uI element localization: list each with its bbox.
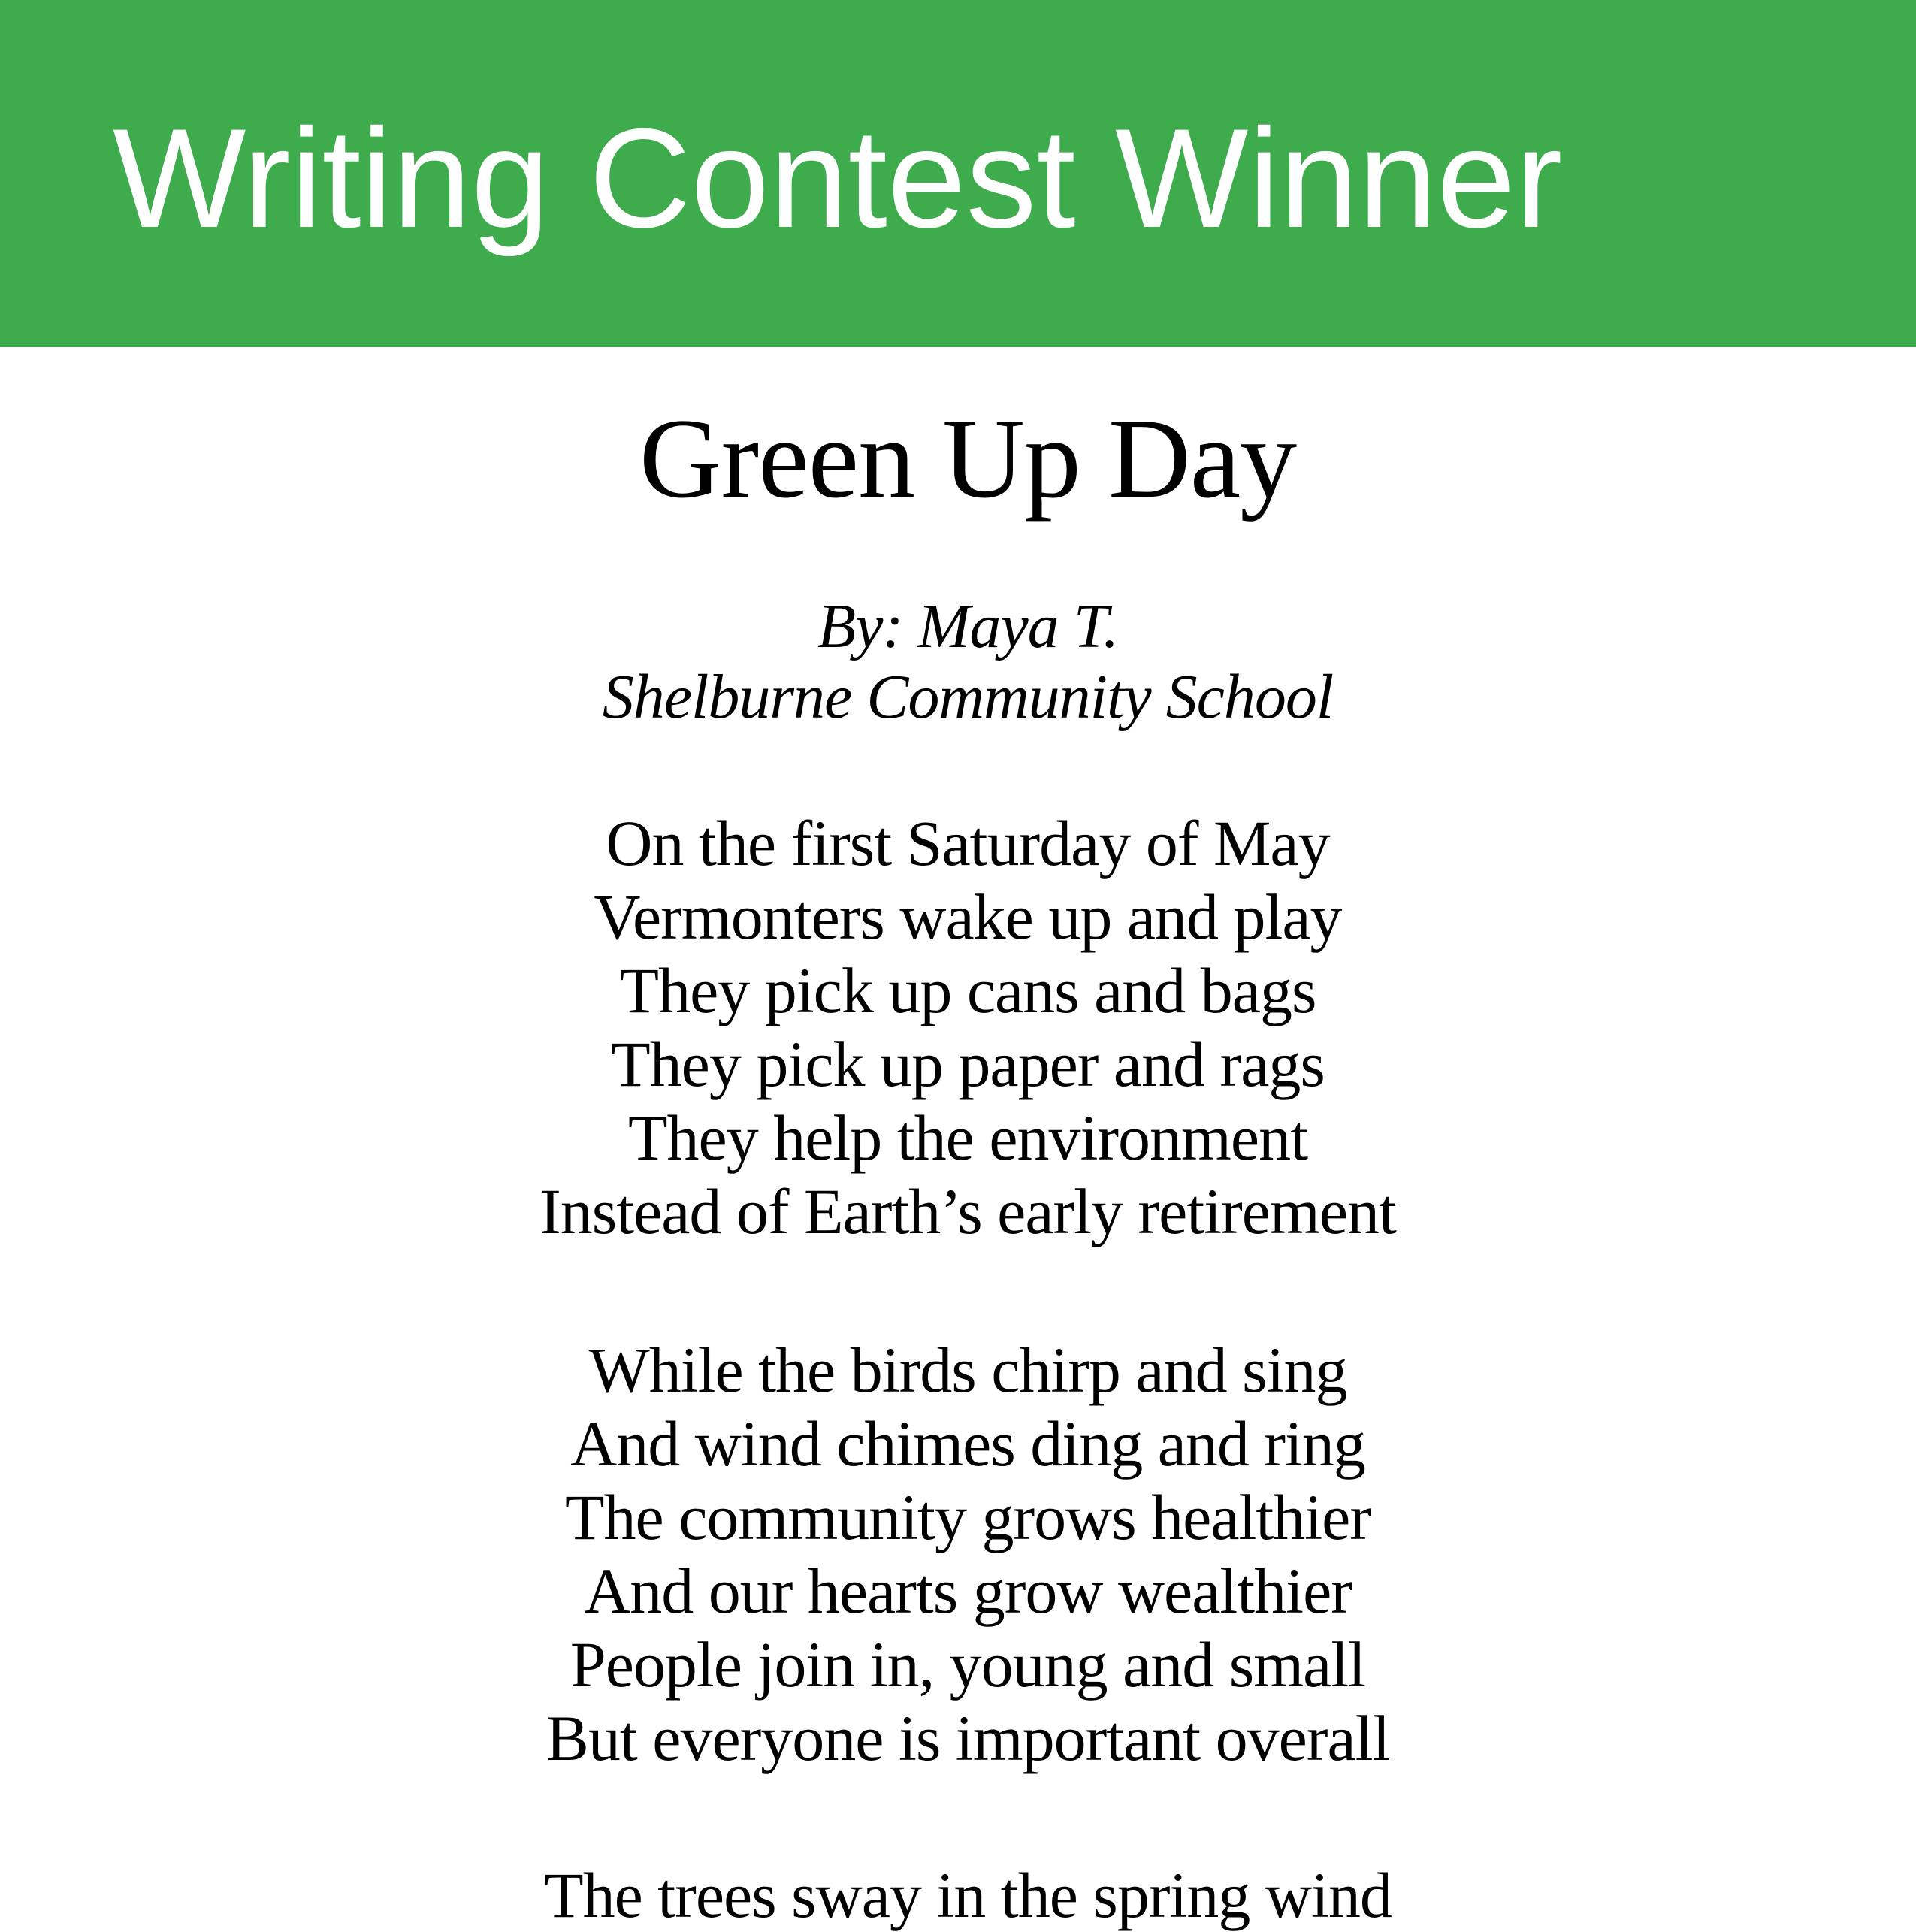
byline-school: Shelburne Community School	[602, 662, 1334, 732]
poem-line: And wind chimes ding and ring	[570, 1407, 1365, 1480]
poem-line: Instead of Earth’s early retirement	[539, 1175, 1396, 1247]
poem-line: They pick up cans and bags	[619, 954, 1316, 1026]
poem-line: People join in, young and small	[570, 1628, 1366, 1701]
poem-line: Vermonters wake up and play	[594, 881, 1342, 953]
poem-page	[10, 0, 1916, 1931]
banner-title: Writing Contest Winner	[113, 99, 1563, 257]
poem-line: They help the environment	[628, 1102, 1307, 1174]
poem-line: While the birds chirp and sing	[588, 1334, 1347, 1406]
poem-stanza-3	[10, 1858, 1916, 1932]
poem-line: They pick up paper and rags	[611, 1028, 1325, 1100]
byline	[10, 591, 1916, 733]
poem-line: The community grows healthier	[565, 1481, 1371, 1553]
poem-line: The trees sway in the spring wind	[544, 1859, 1392, 1931]
poem-title: Green Up Day	[639, 395, 1297, 522]
poem-line: But everyone is important overall	[545, 1702, 1390, 1774]
poem-stanza-2	[10, 1333, 1916, 1775]
byline-author: By: Maya T.	[817, 591, 1119, 661]
poem-line: On the first Saturday of May	[606, 807, 1330, 879]
poem-stanza-1	[10, 806, 1916, 1248]
poem-line: And our hearts grow wealthier	[584, 1555, 1352, 1627]
